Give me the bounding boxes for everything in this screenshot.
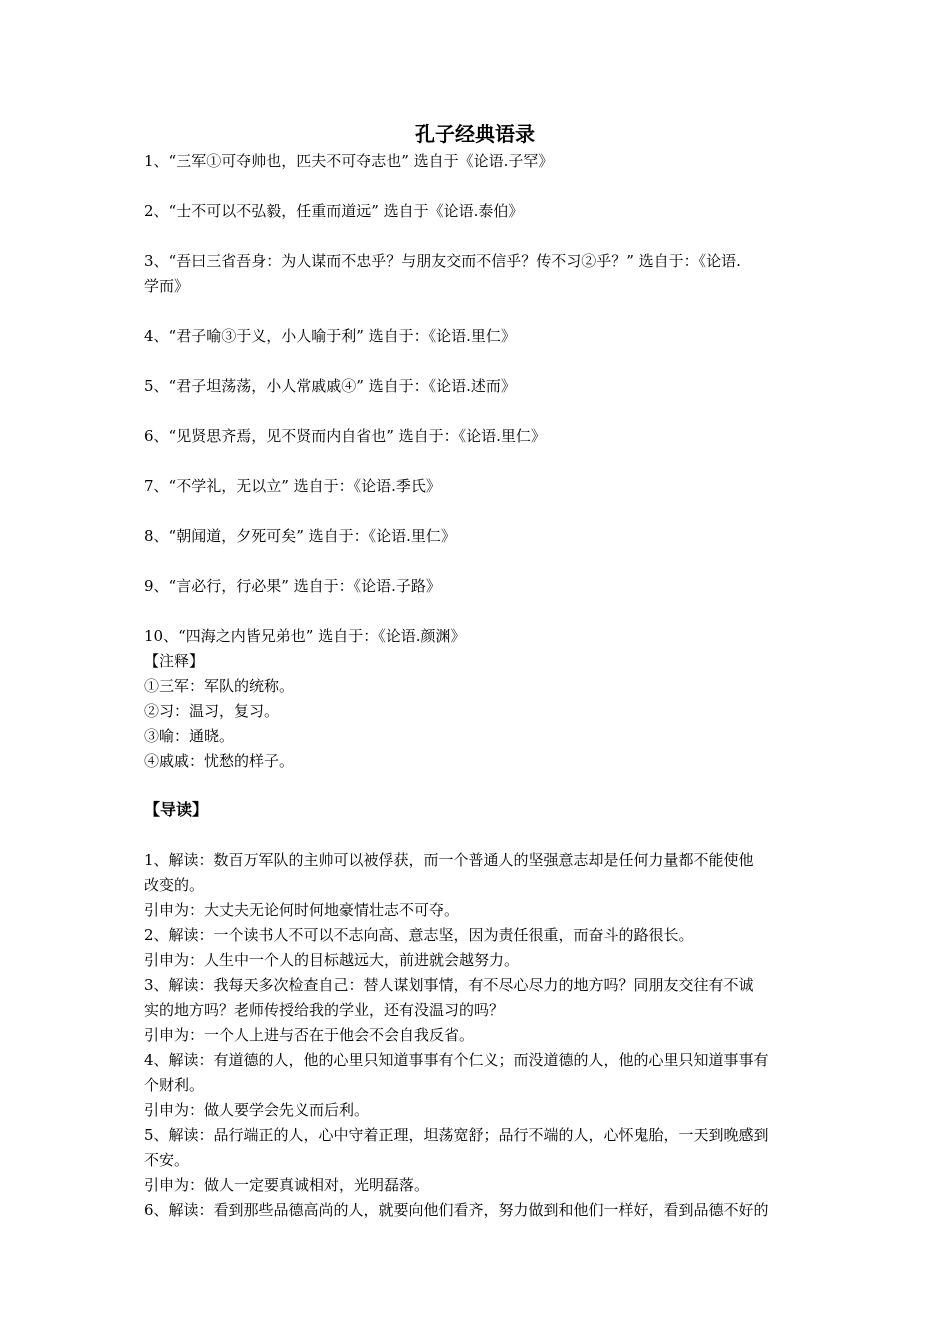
- quote-line: 3、“吾曰三省吾身：为人谋而不忠乎？与朋友交而不信乎？传不习②乎？” 选自于：《论语.: [144, 252, 741, 270]
- guide-line: 引申为：一个人上进与否在于他会不会自我反省。: [144, 1026, 475, 1044]
- quote-line: 10、“四海之内皆兄弟也” 选自于：《论语.颜渊》: [144, 627, 466, 645]
- guide-line: 改变的。: [144, 876, 205, 894]
- quote-line: 学而》: [144, 277, 190, 295]
- note-line: ④戚戚：忧愁的样子。: [144, 752, 295, 770]
- quote-line: 6、“见贤思齐焉，见不贤而内自省也” 选自于：《论语.里仁》: [144, 427, 546, 445]
- quote-line: 4、“君子喻③于义，小人喻于利” 选自于：《论语.里仁》: [144, 327, 516, 345]
- notes-heading: 【注释】: [144, 652, 205, 670]
- guide-line: 5、解读：品行端正的人，心中守着正理，坦荡宽舒；品行不端的人，心怀鬼胎，一天到晚感到: [144, 1126, 769, 1144]
- quote-line: 2、“士不可以不弘毅，任重而道远” 选自于《论语.泰伯》: [144, 202, 524, 220]
- guide-line: 引申为：做人要学会先义而后利。: [144, 1101, 370, 1119]
- guide-line: 不安。: [144, 1151, 190, 1169]
- note-line: ①三军：军队的统称。: [144, 677, 295, 695]
- guide-line: 1、解读：数百万军队的主帅可以被俘获，而一个普通人的坚强意志却是任何力量都不能使他: [144, 851, 754, 869]
- quote-line: 9、“言必行，行必果” 选自于：《论语.子路》: [144, 577, 441, 595]
- guide-line: 引申为：人生中一个人的目标越远大，前进就会越努力。: [144, 951, 520, 969]
- quote-line: 5、“君子坦荡荡，小人常戚戚④” 选自于：《论语.述而》: [144, 377, 516, 395]
- guide-line: 实的地方吗？老师传授给我的学业，还有没温习的吗？: [144, 1001, 505, 1019]
- guide-line: 4、解读：有道德的人，他的心里只知道事事有个仁义；而没道德的人，他的心里只知道事事有: [144, 1051, 769, 1069]
- quote-line: 1、“三军①可夺帅也，匹夫不可夺志也” 选自于《论语.子罕》: [144, 152, 554, 170]
- quote-line: 8、“朝闻道，夕死可矣” 选自于：《论语.里仁》: [144, 527, 456, 545]
- guide-line: 引申为：大丈夫无论何时何地豪情壮志不可夺。: [144, 901, 460, 919]
- guide-heading: 【导读】: [144, 800, 209, 819]
- quote-line: 7、“不学礼，无以立” 选自于：《论语.季氏》: [144, 477, 441, 495]
- note-line: ③喻：通晓。: [144, 727, 235, 745]
- guide-line: 引申为：做人一定要真诚相对，光明磊落。: [144, 1176, 430, 1194]
- guide-line: 3、解读：我每天多次检查自己：替人谋划事情，有不尽心尽力的地方吗？同朋友交往有不诚: [144, 976, 754, 994]
- guide-line: 个财利。: [144, 1076, 205, 1094]
- guide-line: 2、解读：一个读书人不可以不志向高、意志坚，因为责任很重，而奋斗的路很长。: [144, 926, 694, 944]
- guide-line: 6、解读：看到那些品德高尚的人，就要向他们看齐，努力做到和他们一样好，看到品德不好的: [144, 1201, 769, 1219]
- note-line: ②习：温习，复习。: [144, 702, 280, 720]
- document-title: 孔子经典语录: [415, 122, 535, 146]
